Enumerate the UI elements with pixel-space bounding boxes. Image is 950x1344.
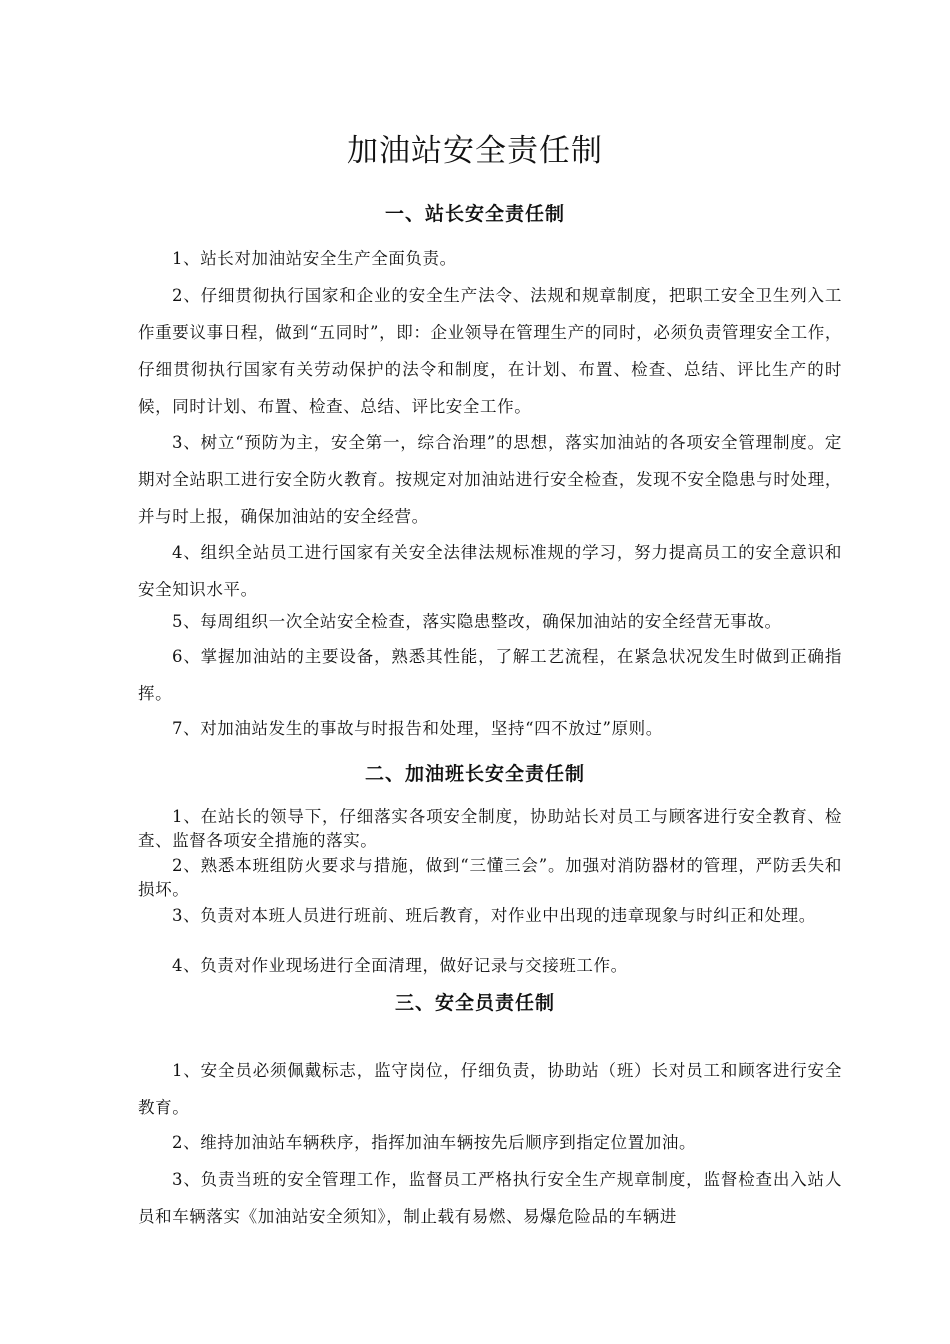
paragraph: 1、站长对加油站安全生产全面负责。 <box>172 249 457 268</box>
paragraph: 5、每周组织一次全站安全检查，落实隐患整改，确保加油站的安全经营无事故。 <box>172 612 782 631</box>
paragraph: 1、安全员必须佩戴标志，监守岗位，仔细负责，协助站（班）长对员工和顾客进行安全教育。 <box>138 1061 842 1117</box>
section-heading-safety-officer: 三、安全员责任制 <box>394 992 555 1014</box>
paragraph: 2、维持加油站车辆秩序，指挥加油车辆按先后顺序到指定位置加油。 <box>172 1133 697 1152</box>
paragraph: 3、负责对本班人员进行班前、班后教育，对作业中出现的违章现象与时纠正和处理。 <box>172 906 816 925</box>
paragraph: 6、掌握加油站的主要设备，熟悉其性能，了解工艺流程，在紧急状况发生时做到正确指挥。 <box>138 647 842 703</box>
paragraph: 2、熟悉本班组防火要求与措施，做到“三懂三会”。加强对消防器材的管理，严防丢失和损坏。 <box>138 856 842 899</box>
section-heading-refuel-team-leader: 二、加油班长安全责任制 <box>364 763 585 785</box>
paragraph: 4、组织全站员工进行国家有关安全法律法规标准规的学习，努力提高员工的安全意识和安全知识水平。 <box>138 543 842 599</box>
paragraph: 3、负责当班的安全管理工作，监督员工严格执行安全生产规章制度，监督检查出入站人员和车辆落实《加油站安全须知》，制止载有易燃、易爆危险品的车辆进 <box>138 1170 842 1226</box>
paragraph: 7、对加油站发生的事故与时报告和处理，坚持“四不放过”原则。 <box>172 719 663 738</box>
paragraph: 1、在站长的领导下，仔细落实各项安全制度，协助站长对员工与顾客进行安全教育、检查、监督各项安全措施的落实。 <box>138 807 842 850</box>
section-heading-station-manager: 一、站长安全责任制 <box>384 203 565 225</box>
paragraph: 4、负责对作业现场进行全面清理，做好记录与交接班工作。 <box>172 956 628 975</box>
document-title: 加油站安全责任制 <box>347 133 603 169</box>
paragraph: 2、仔细贯彻执行国家和企业的安全生产法令、法规和规章制度，把职工安全卫生列入工作重要议事日程，做到“五同时”，即：企业领导在管理生产的同时，必须负责管理安全工作，仔细贯彻执行国家有关劳动保护的法令和制度，在计划、布置、检查、总结、评比生产的时候，同时计划、布置、检查、总结、评比安全工作。 <box>138 286 842 416</box>
paragraph: 3、树立“预防为主，安全第一，综合治理”的思想，落实加油站的各项安全管理制度。定期对全站职工进行安全防火教育。按规定对加油站进行安全检查，发现不安全隐患与时处理，并与时上报，确保加油站的安全经营。 <box>138 433 842 526</box>
